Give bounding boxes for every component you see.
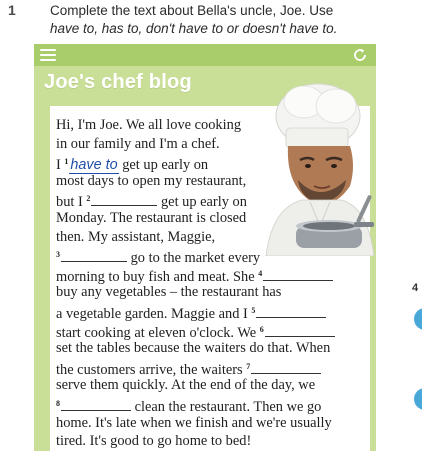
menu-icon [40, 49, 56, 61]
blog-line: Hi, I'm Joe. We all love cooking [56, 117, 242, 133]
blog-line: the customers arrive, the waiters $^7$ [56, 358, 356, 377]
blog-line: tired. It's good to go home to bed! [56, 433, 252, 450]
gap-number-6: 6 [259, 324, 264, 334]
blog-line: a vegetable garden. Maggie and I $^5$ [56, 302, 356, 321]
blog-line: most days to open my restaurant, [56, 172, 247, 189]
blog-line: in our family and I'm a chef. [56, 135, 220, 152]
answer-blank-7[interactable] [251, 360, 321, 374]
blog-line: buy any vegetables – the restaurant has [56, 284, 282, 301]
answer-blank-2[interactable] [91, 192, 157, 206]
answer-blank-4[interactable] [263, 267, 333, 281]
answer-blank-8[interactable] [61, 397, 131, 411]
blog-line: start cooking at eleven o'clock. We $^6$ [56, 321, 356, 340]
blog-line: morning to buy fish and meat. She $^4$ [56, 265, 356, 284]
gap-number-3: 3 [56, 250, 60, 260]
blog-line: serve them quickly. At the end of the day, we [56, 377, 316, 394]
exercise-instruction [50, 2, 390, 38]
blog-line: home. It's late when we finish and we're usually [56, 414, 332, 431]
example-answer: have to [70, 157, 118, 174]
blog-line: $^3$ go to the market every [56, 250, 261, 267]
blog-line: set the tables because the waiters do that. When [56, 340, 331, 357]
blog-line: then. My assistant, Maggie, [56, 228, 216, 245]
blog-line: I $^1$ have to get up early on [56, 157, 209, 174]
side-tab-1 [414, 308, 422, 330]
side-tab-2 [414, 388, 422, 410]
gap-number-2: 2 [86, 194, 91, 204]
gap-number-4: 4 [258, 268, 263, 278]
blog-text [56, 116, 356, 451]
instruction-text: Complete the text about Bella's uncle, Joe. Use [50, 3, 334, 18]
answer-blank-5[interactable] [256, 304, 326, 318]
blog-line: $^8$ clean the restaurant. Then we go [56, 398, 322, 415]
exercise-number: 1 [8, 2, 16, 18]
instruction-options: have to, has to, don't have to or doesn't have to. [50, 21, 338, 36]
gap-number-5: 5 [251, 305, 256, 315]
gap-number-1: 1 [64, 157, 69, 167]
refresh-icon [352, 47, 368, 63]
gap-number-8: 8 [56, 398, 60, 408]
blog-title: Joe's chef blog [44, 71, 192, 93]
blog-line: but I $^2$ get up early on [56, 194, 247, 211]
side-exercise-number: 4 [412, 282, 419, 294]
gap-number-7: 7 [246, 361, 251, 371]
answer-blank-3[interactable] [61, 248, 127, 262]
browser-bar [34, 44, 376, 66]
answer-blank-6[interactable] [265, 323, 335, 337]
blog-line: Monday. The restaurant is closed [56, 209, 247, 226]
